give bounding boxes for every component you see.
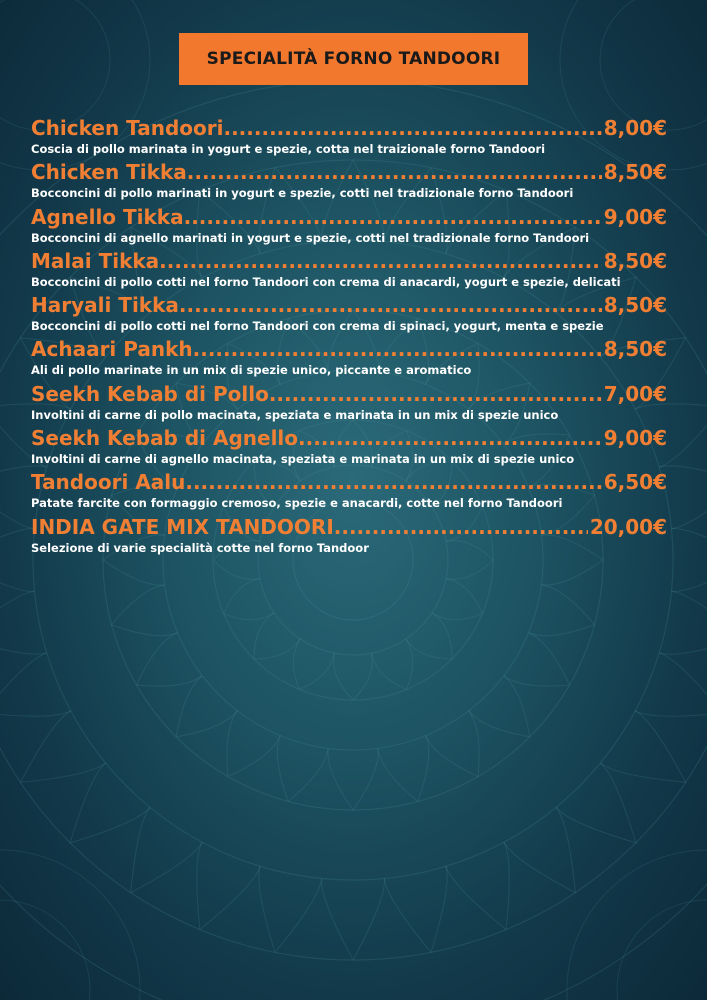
mandala-petal bbox=[334, 653, 373, 700]
dot-leader bbox=[193, 335, 602, 363]
mandala-petal bbox=[131, 807, 202, 892]
item-price: 7,00€ bbox=[603, 381, 667, 406]
item-description: Bocconcini di pollo cotti nel forno Tandoori con crema di spinaci, yogurt, menta e spezie bbox=[31, 319, 604, 334]
mandala-petal bbox=[432, 579, 482, 620]
item-name: Tandoori Aalu bbox=[31, 470, 186, 495]
section-header bbox=[179, 33, 528, 85]
mandala-petal bbox=[372, 639, 413, 689]
mandala-petal bbox=[0, 529, 35, 592]
menu-list bbox=[31, 114, 667, 557]
item-price: 9,00€ bbox=[603, 204, 667, 229]
mandala-petal bbox=[556, 763, 636, 843]
mandala-petal bbox=[0, 591, 47, 654]
dot-leader bbox=[334, 513, 588, 541]
mandala-petal bbox=[671, 529, 707, 592]
dot-leader bbox=[223, 114, 601, 142]
section-title: SPECIALITÀ FORNO TANDOORI bbox=[206, 49, 501, 69]
menu-item bbox=[31, 158, 667, 202]
dot-leader bbox=[184, 203, 602, 231]
mandala-petal bbox=[224, 579, 274, 620]
mandala-petal bbox=[659, 591, 707, 654]
mandala-petal bbox=[446, 842, 509, 929]
mandala-petal bbox=[112, 585, 178, 636]
item-name: INDIA GATE MIX TANDOORI bbox=[31, 514, 334, 539]
mandala-petal bbox=[384, 866, 447, 952]
menu-item bbox=[31, 468, 667, 512]
item-description: Ali di pollo marinate in un mix di spezie unico, piccante e aromatico bbox=[31, 363, 472, 378]
menu-item bbox=[31, 424, 667, 468]
mandala-petal bbox=[504, 807, 575, 892]
item-description: Bocconcini di pollo cotti nel forno Tandoori con crema di anacardi, yogurt e spezie, delicati bbox=[31, 274, 621, 289]
item-description: Selezione di varie specialità cotte nel forno Tandoor bbox=[31, 540, 369, 555]
dot-leader bbox=[159, 247, 602, 275]
dot-leader bbox=[298, 424, 602, 452]
mandala-petal bbox=[70, 763, 150, 843]
item-description: Bocconcini di agnello marinati in yogurt e spezie, cotti nel tradizionale forno Tandoori bbox=[31, 230, 590, 245]
item-name: Haryali Tikka bbox=[31, 293, 179, 318]
item-price: 8,00€ bbox=[603, 116, 667, 140]
mandala-petal bbox=[277, 736, 328, 802]
dot-leader bbox=[179, 291, 602, 319]
item-price: 8,50€ bbox=[603, 248, 667, 273]
menu-item bbox=[31, 247, 667, 291]
item-name: Agnello Tikka bbox=[31, 204, 184, 229]
mandala-petal bbox=[322, 878, 385, 960]
mandala-petal bbox=[293, 639, 334, 689]
mandala-petal bbox=[0, 653, 71, 716]
mandala-petal bbox=[20, 711, 105, 782]
mandala-petal bbox=[426, 711, 479, 777]
mandala-petal bbox=[136, 633, 202, 686]
menu-item bbox=[31, 335, 667, 379]
item-name: Achaari Pankh bbox=[31, 337, 193, 362]
item-description: Bocconcini di pollo marinati in yogurt e spezie, cotti nel tradizionale forno Tandoori bbox=[31, 186, 574, 201]
menu-item bbox=[31, 114, 667, 158]
dot-leader bbox=[187, 158, 602, 186]
menu-item bbox=[31, 380, 667, 424]
item-description: Patate farcite con formaggio cremoso, spezie e anacardi, cotte nel forno Tandoori bbox=[31, 496, 563, 511]
item-price: 6,50€ bbox=[603, 470, 667, 495]
menu-item bbox=[31, 513, 667, 557]
item-name: Malai Tikka bbox=[31, 248, 160, 273]
mandala-petal bbox=[328, 748, 378, 810]
mandala-petal bbox=[529, 585, 595, 636]
mandala-petal bbox=[227, 711, 280, 777]
mandala-petal bbox=[259, 866, 322, 952]
dot-leader bbox=[269, 380, 602, 408]
item-name: Seekh Kebab di Agnello bbox=[31, 426, 299, 451]
item-name: Seekh Kebab di Pollo bbox=[31, 381, 269, 406]
menu-item bbox=[31, 291, 667, 335]
item-description: Coscia di pollo marinata in yogurt e spezie, cotta nel traizionale forno Tandoori bbox=[31, 142, 546, 156]
item-name: Chicken Tandoori bbox=[31, 116, 224, 140]
mandala-petal bbox=[176, 676, 237, 737]
item-name: Chicken Tikka bbox=[31, 160, 187, 185]
mandala-petal bbox=[504, 633, 570, 686]
mandala-petal bbox=[635, 653, 707, 716]
mandala-petal bbox=[600, 711, 685, 782]
item-description: Involtini di carne di agnello macinata, speziata e marinata in un mix di spezie unico bbox=[31, 452, 575, 467]
mandala-petal bbox=[406, 613, 452, 659]
item-price: 20,00€ bbox=[589, 514, 667, 539]
mandala-petal bbox=[378, 736, 429, 802]
mandala-petal bbox=[254, 613, 300, 659]
item-price: 9,00€ bbox=[603, 426, 667, 451]
item-description: Involtini di carne di pollo macinata, speziata e marinata in un mix di spezie unico bbox=[31, 407, 559, 422]
item-price: 8,50€ bbox=[603, 337, 667, 362]
mandala-petal bbox=[197, 842, 260, 929]
item-price: 8,50€ bbox=[603, 160, 667, 185]
dot-leader bbox=[185, 468, 601, 496]
item-price: 8,50€ bbox=[603, 293, 667, 318]
menu-item bbox=[31, 203, 667, 247]
mandala-petal bbox=[469, 676, 530, 737]
